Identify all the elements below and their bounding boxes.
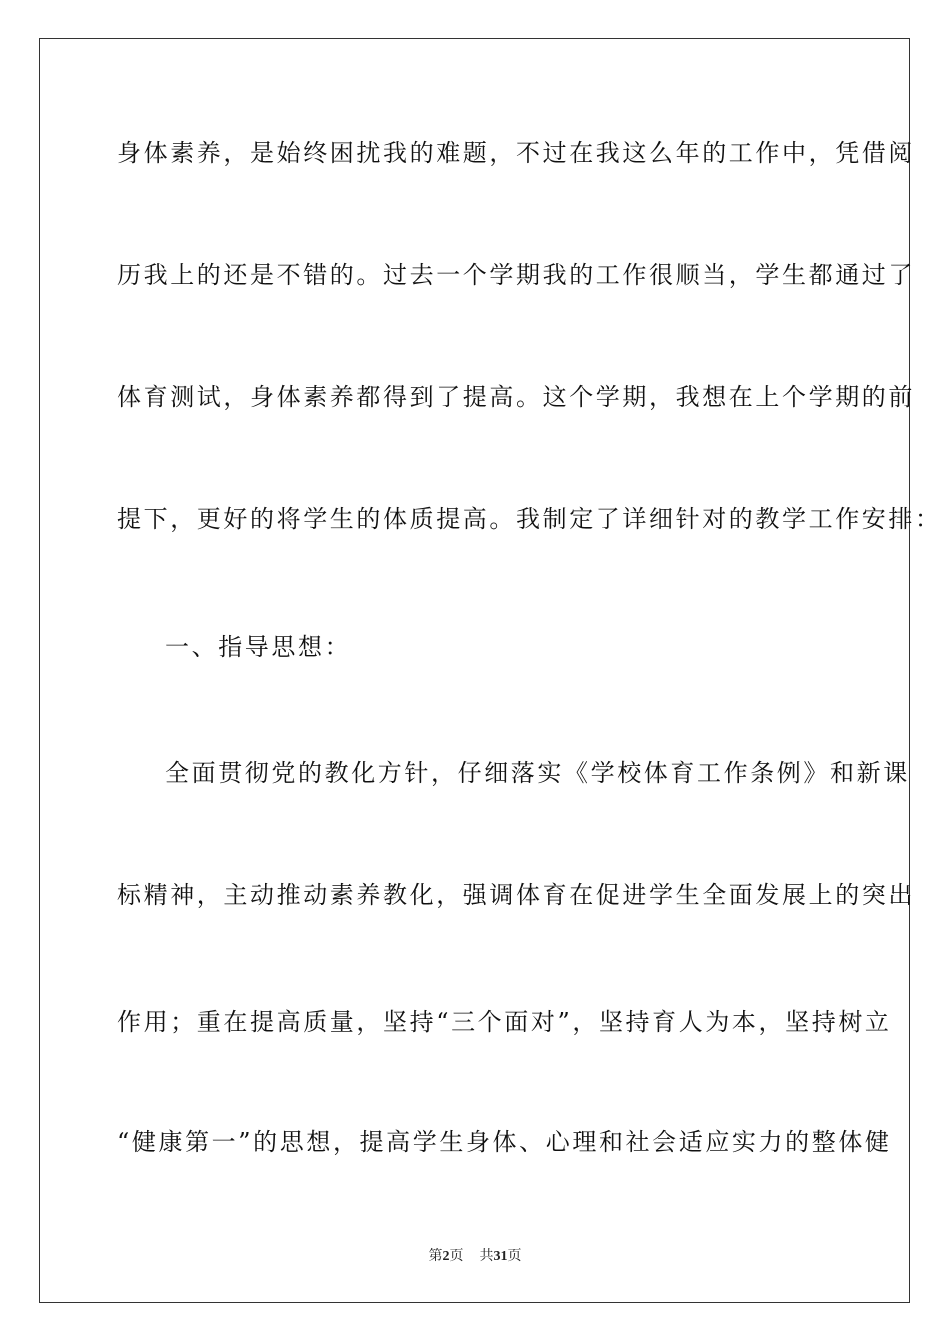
footer-total-pages: 31 [493, 1249, 508, 1264]
footer-page-prefix: 第 [428, 1248, 443, 1264]
footer-total-prefix: 共 [479, 1248, 494, 1264]
section-heading: 一、指导思想： [165, 633, 352, 661]
page-footer [0, 1249, 950, 1264]
body-line-9: “健康第一”的思想，提高学生身体、心理和社会适应实力的整体健 [117, 1128, 892, 1156]
body-line-1: 身体素养，是始终困扰我的难题，不过在我这么年的工作中，凭借阅 [117, 139, 915, 167]
body-line-3: 体育测试，身体素养都得到了提高。这个学期，我想在上个学期的前 [117, 383, 915, 411]
footer-total-suffix: 页 [507, 1248, 522, 1264]
page-border [39, 38, 910, 1303]
body-line-7: 标精神，主动推动素养教化，强调体育在促进学生全面发展上的突出 [117, 881, 915, 909]
footer-page-suffix: 页 [449, 1248, 464, 1264]
body-line-4: 提下，更好的将学生的体质提高。我制定了详细针对的教学工作安排： [117, 505, 942, 533]
body-line-6: 全面贯彻党的教化方针，仔细落实《学校体育工作条例》和新课 [165, 759, 910, 787]
body-line-8: 作用；重在提高质量，坚持“三个面对”，坚持育人为本，坚持树立 [117, 1008, 892, 1036]
footer-page-number: 2 [442, 1249, 450, 1264]
body-line-2: 历我上的还是不错的。过去一个学期我的工作很顺当，学生都通过了 [117, 261, 915, 289]
